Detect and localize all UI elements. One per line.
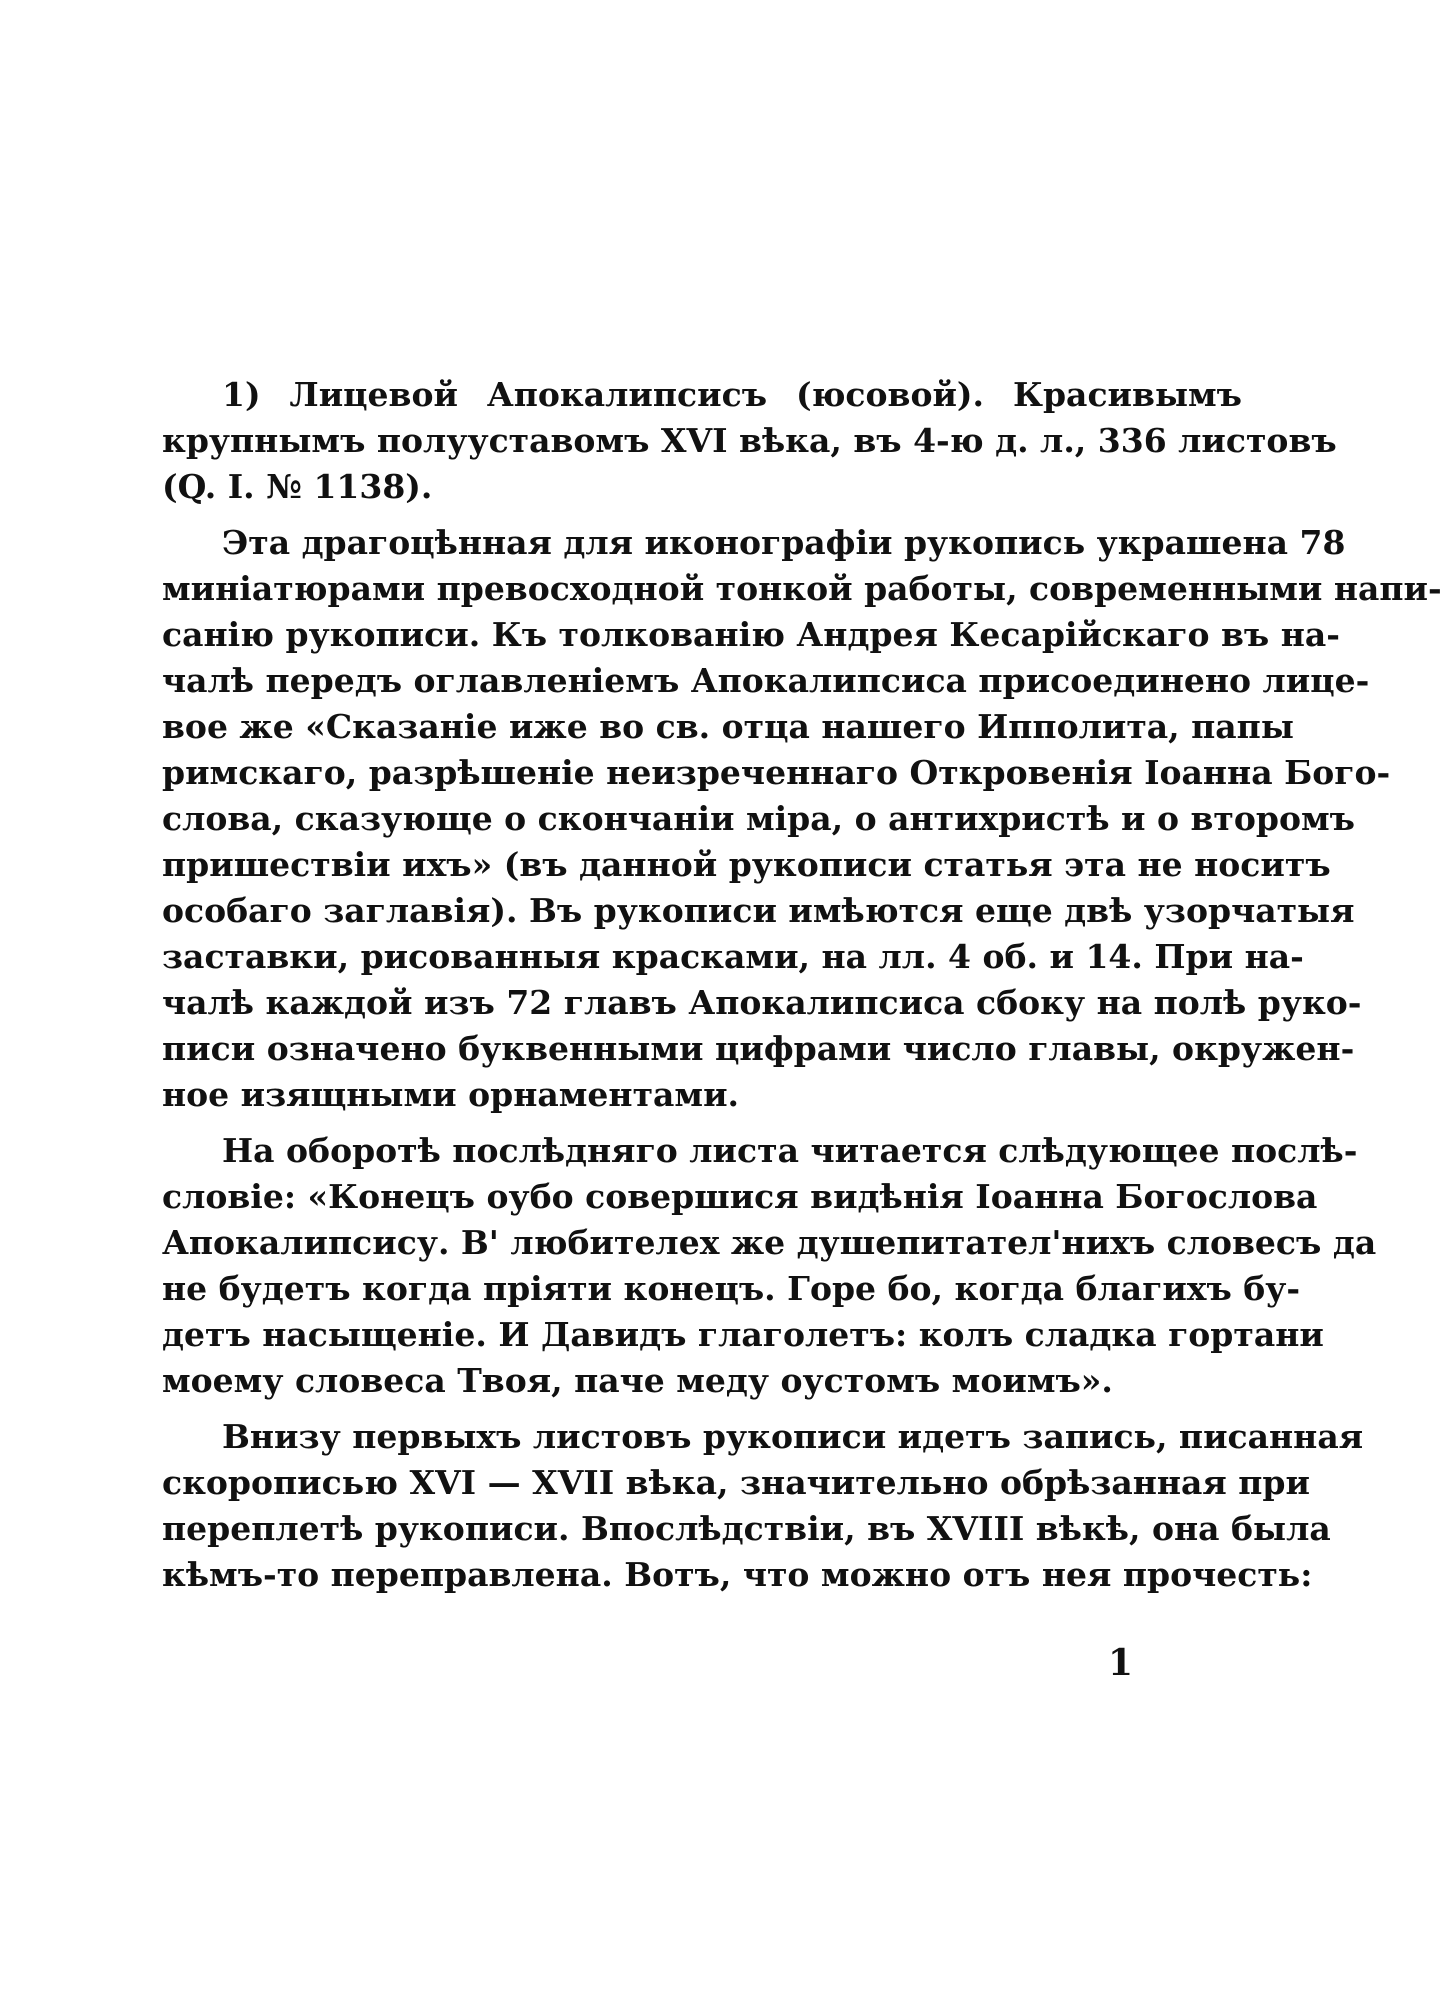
paragraph-4 [162, 1414, 1364, 1598]
text-line: Внизу первыхъ листовъ рукописи идетъ запись, писанная [222, 1417, 1364, 1456]
text-line: миніатюрами превосходной тонкой работы, современными напи- [162, 569, 1442, 608]
text-line: моему словеса Твоя, паче меду оустомъ моимъ». [162, 1361, 1113, 1400]
paragraph-gap [162, 1118, 1242, 1128]
text-line: вое же «Сказаніе иже во св. отца нашего Ипполита, папы [162, 707, 1294, 746]
text-line: кѣмъ-то переправлена. Вотъ, что можно отъ нея прочесть: [162, 1555, 1313, 1594]
paragraph-gap [162, 1404, 1242, 1414]
text-line: (Q. I. № 1138). [162, 467, 433, 506]
text-line: римскаго, разрѣшеніе неизреченнаго Откровенія Іоанна Бого- [162, 753, 1391, 792]
paragraph-2 [162, 520, 1442, 1118]
text-line: писи означено буквенными цифрами число главы, окружен- [162, 1029, 1355, 1068]
paragraph-3 [162, 1128, 1377, 1404]
text-line: скорописью XVI — XVII вѣка, значительно обрѣзанная при [162, 1463, 1310, 1502]
text-line: переплетѣ рукописи. Впослѣдствіи, въ XVIII вѣкѣ, она была [162, 1509, 1331, 1548]
text-line: 1) Лицевой Апокалипсисъ (юсовой). Красивымъ [222, 375, 1242, 414]
body-text [162, 372, 1442, 1598]
paragraph-gap [162, 510, 1242, 520]
text-line: слова, сказующе о скончаніи міра, о антихристѣ и о второмъ [162, 799, 1355, 838]
text-line: чалѣ каждой изъ 72 главъ Апокалипсиса сбоку на полѣ руко- [162, 983, 1362, 1022]
paragraph-1 [162, 372, 1337, 510]
text-line: Апокалипсису. В' любителех же душепитател'нихъ словесъ да [162, 1223, 1377, 1262]
text-line: На оборотѣ послѣдняго листа читается слѣдующее послѣ- [222, 1131, 1358, 1170]
text-line: не будетъ когда пріяти конецъ. Горе бо, когда благихъ бу- [162, 1269, 1301, 1308]
text-line: детъ насыщеніе. И Давидъ глаголетъ: колъ сладка гортани [162, 1315, 1324, 1354]
text-line: особаго заглавія). Въ рукописи имѣются еще двѣ узорчатыя [162, 891, 1355, 930]
text-line: заставки, рисованныя красками, на лл. 4 об. и 14. При на- [162, 937, 1304, 976]
text-line: Эта драгоцѣнная для иконографіи рукопись украшена 78 [222, 523, 1346, 562]
text-line: пришествіи ихъ» (въ данной рукописи статья эта не носитъ [162, 845, 1331, 884]
text-line: ное изящными орнаментами. [162, 1075, 740, 1114]
text-line: санію рукописи. Къ толкованію Андрея Кесарійскаго въ на- [162, 615, 1340, 654]
text-line: чалѣ передъ оглавленіемъ Апокалипсиса присоединено лице- [162, 661, 1370, 700]
text-line: словіе: «Конецъ оубо совершися видѣнія Іоанна Богослова [162, 1177, 1318, 1216]
page-number: 1 [1108, 1642, 1134, 1684]
text-line: крупнымъ полууставомъ XVI вѣка, въ 4-ю д. л., 336 листовъ [162, 421, 1337, 460]
